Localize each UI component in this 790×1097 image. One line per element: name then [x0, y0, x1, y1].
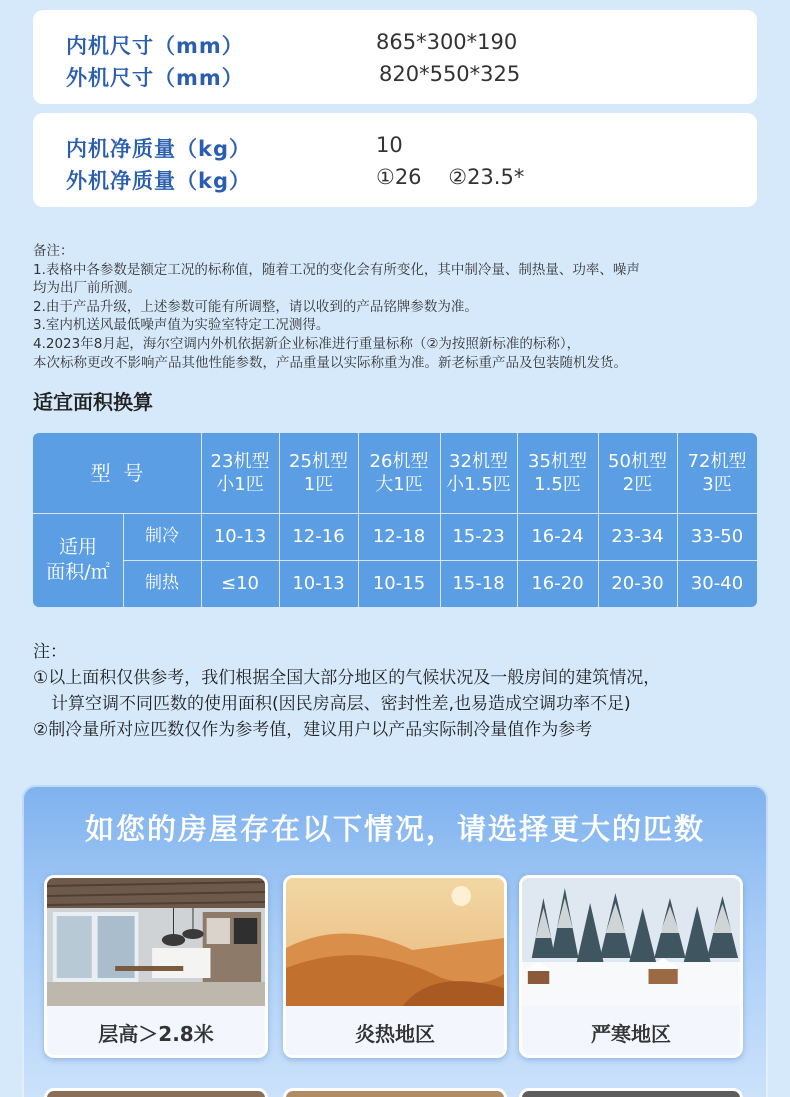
footnote-line: 计算空调不同匹数的使用面积(因民房高层、密封性差,也易造成空调功率不足): [51, 694, 631, 714]
horsepower: 大1匹: [375, 474, 423, 495]
model-column-header: [440, 433, 517, 513]
model-name: 50机型: [608, 451, 667, 472]
model-column-header: [279, 433, 358, 513]
table-divider: [440, 433, 441, 607]
remarks: [33, 242, 763, 372]
heating-area-cell: 10-13: [292, 573, 345, 594]
cooling-area-cell: 10-13: [213, 526, 267, 547]
remark-line: 均为出厂前所测。: [33, 280, 141, 297]
outdoor-size-label: 外机尺寸（mm）: [66, 66, 244, 90]
tile-hot-region: [283, 875, 507, 1058]
model-name: 35机型: [528, 451, 587, 472]
indoor-weight-label: 内机净质量（kg）: [66, 137, 251, 161]
heating-area-cell: 30-40: [690, 573, 744, 594]
area-header-line1: 适用: [58, 536, 97, 558]
table-divider: [123, 560, 757, 561]
model-name: 72机型: [687, 451, 747, 472]
section-title: 适宜面积换算: [33, 390, 153, 414]
remark-line: 备注：: [33, 243, 74, 259]
model-column-header: [517, 433, 598, 513]
horsepower: 小1匹: [216, 474, 264, 495]
outdoor-size-row: [66, 62, 521, 92]
model-header: [33, 433, 201, 513]
indoor-size-value: 865*300*190: [376, 30, 518, 54]
heating-area-cell: 16-20: [531, 573, 584, 594]
footnote-title: 注：: [33, 642, 67, 662]
cooling-area-cell: 12-18: [372, 526, 426, 547]
tile-high-ceiling: [44, 875, 268, 1058]
outdoor-size-value: 820*550*325: [379, 62, 521, 86]
footnote-line: ②制冷量所对应匹数仅作为参考值，建议用户以产品实际制冷量值作为参考: [33, 720, 593, 740]
tile-caption: 层高＞2.8米: [47, 1006, 265, 1058]
remark-line: 1.表格中各参数是额定工况的标称值，随着工况的变化会有所变化，其中制冷量、制热量、功率、噪声: [33, 261, 640, 278]
snowy-village-image: [522, 878, 740, 1006]
cooling-area-cell: 15-23: [452, 526, 505, 547]
panel-title: 如您的房屋存在以下情况，请选择更大的匹数: [84, 812, 705, 846]
cooling-area-cell: 16-24: [531, 526, 584, 547]
horsepower: 1匹: [303, 474, 334, 495]
table-divider: [123, 513, 124, 607]
area-header-line2: 面积/㎡: [46, 561, 110, 583]
model-column-header: [677, 433, 757, 513]
area-header: [33, 513, 123, 607]
horsepower: 1.5匹: [534, 474, 581, 495]
table-divider: [677, 433, 678, 607]
outdoor-weight-label: 外机净质量（kg）: [66, 169, 251, 193]
cooling-label-text: 制冷: [145, 526, 179, 546]
table-divider: [33, 513, 757, 514]
outdoor-weight-row: [66, 165, 525, 195]
outdoor-weight-value: ①26 ②23.5*: [376, 165, 525, 189]
tile-peek: [283, 1088, 507, 1097]
heating-area-cell: 10-15: [372, 573, 426, 594]
model-column-header: [598, 433, 677, 513]
table-divider: [598, 433, 599, 607]
cooling-label: [123, 513, 201, 560]
table-divider: [517, 433, 518, 607]
tile-caption: 严寒地区: [522, 1006, 740, 1058]
remark-line: 4.2023年8月起，海尔空调内外机依据新企业标准进行重量标称（②为按照新标准的标称），: [33, 335, 581, 352]
cooling-area-cell: 23-34: [611, 526, 664, 547]
size-card: [33, 10, 757, 104]
table-divider: [279, 433, 280, 607]
heating-label-text: 制热: [145, 573, 179, 593]
table-divider: [358, 433, 359, 607]
tile-peek: [44, 1088, 268, 1097]
tile-cold-region: [519, 875, 743, 1058]
indoor-size-label: 内机尺寸（mm）: [66, 34, 244, 58]
horsepower: 小1.5匹: [446, 474, 511, 495]
cooling-area-cell: 12-16: [292, 526, 345, 547]
horsepower: 3匹: [702, 474, 732, 495]
horsepower: 2匹: [622, 474, 653, 495]
remark-line: 2.由于产品升级，上述参数可能有所调整，请以收到的产品铭牌参数为准。: [33, 298, 478, 315]
indoor-weight-row: [66, 133, 403, 163]
model-column-header: [358, 433, 440, 513]
interior-high-ceiling-image: [47, 878, 265, 1006]
heating-area-cell: 20-30: [611, 573, 664, 594]
model-name: 25机型: [289, 451, 348, 472]
desert-dunes-image: [286, 878, 504, 1006]
remark-line: 本次标称更改不影响产品其他性能参数，产品重量以实际称重为准。新老标重产品及包装随机发货。: [33, 354, 627, 371]
tile-caption: 炎热地区: [286, 1006, 504, 1058]
tile-peek: [519, 1088, 743, 1097]
heating-label: [123, 560, 201, 607]
remark-line: 3.室内机送风最低噪声值为实验室特定工况测得。: [33, 317, 330, 334]
table-divider: [201, 433, 202, 607]
model-name: 32机型: [449, 451, 508, 472]
indoor-size-row: [66, 30, 518, 60]
footnotes: [33, 639, 773, 743]
footnote-line: ①以上面积仅供参考，我们根据全国大部分地区的气候状况及一般房间的建筑情况，: [33, 668, 661, 688]
model-header-text: 型 号: [90, 460, 144, 485]
heating-area-cell: 15-18: [452, 573, 505, 594]
model-column-header: [201, 433, 279, 513]
weight-card: [33, 113, 757, 207]
model-name: 23机型: [210, 451, 270, 472]
area-table: [33, 433, 757, 607]
model-name: 26机型: [369, 451, 429, 472]
indoor-weight-value: 10: [376, 133, 403, 157]
heating-area-cell: ≤10: [221, 573, 259, 594]
cooling-area-cell: 33-50: [690, 526, 744, 547]
